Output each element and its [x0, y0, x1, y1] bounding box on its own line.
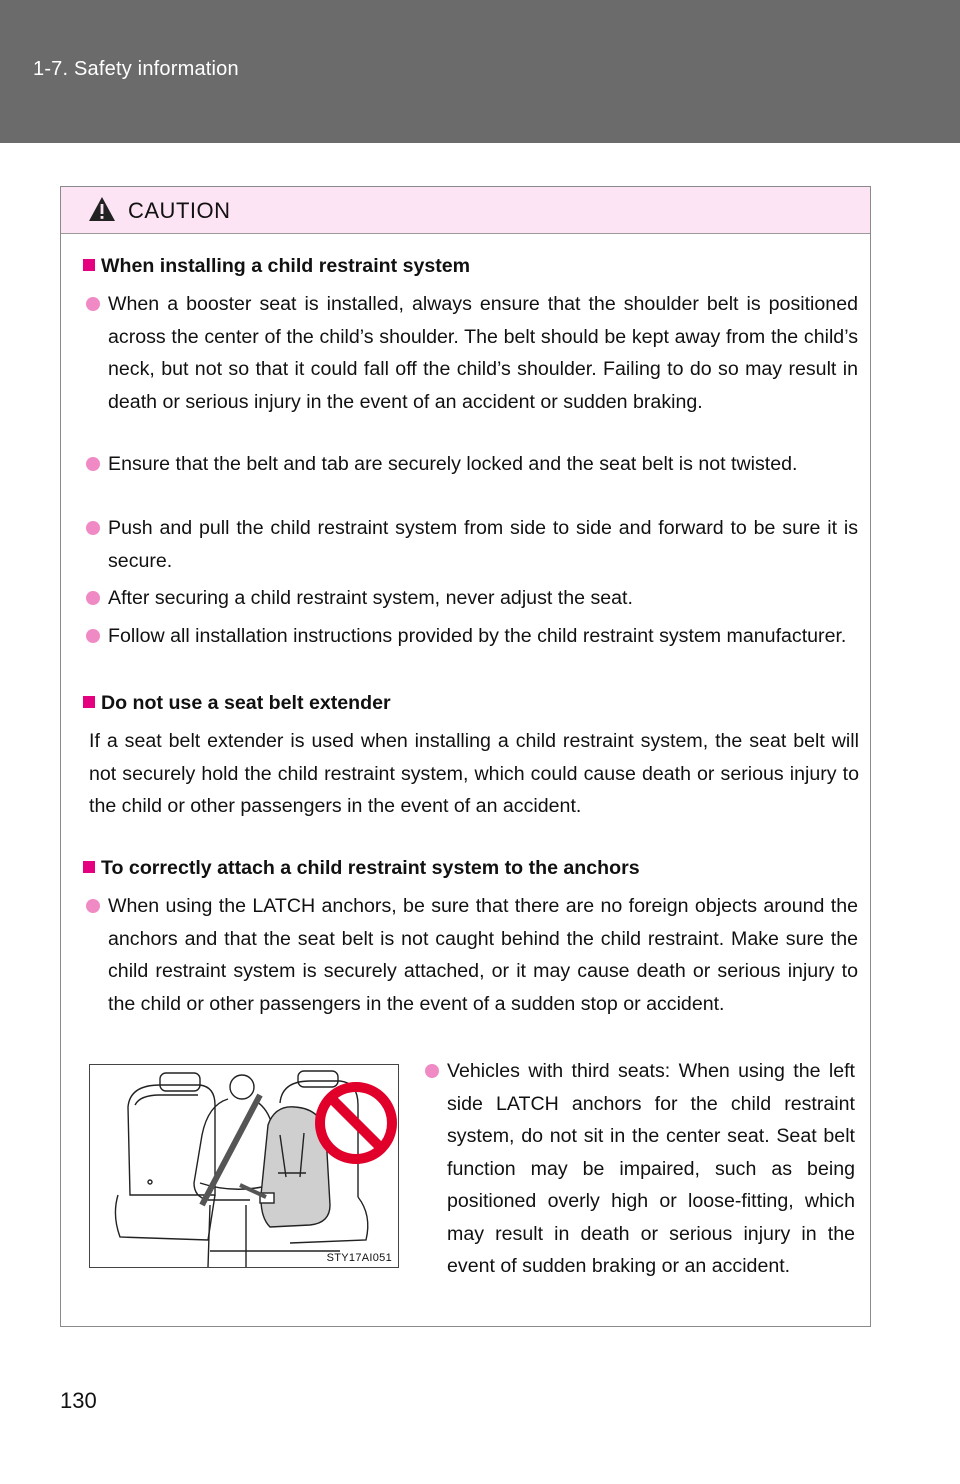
bullet-item: After securing a child restraint system, never adjust the seat. [108, 582, 858, 615]
bullet-item: When a booster seat is installed, always ensure that the shoulder belt is positioned across the center of the child’s shoulder. The belt should be kept away from the child’s neck, but not so that it could fall off the child’s shoulder. Failing to do so may result in death or serious injury in the event of an accident or sudden braking. [108, 288, 858, 418]
bullet-dot-icon [86, 457, 100, 471]
caution-header [61, 187, 870, 234]
bullet-dot-icon [86, 629, 100, 643]
caution-box [60, 186, 871, 1327]
figure-code: STY17AI051 [326, 1252, 392, 1264]
section-heading-installing: When installing a child restraint system [83, 250, 470, 283]
prohibition-icon [320, 1087, 392, 1159]
heading-square-icon [83, 259, 95, 271]
bullet-item: Ensure that the belt and tab are securely locked and the seat belt is not twisted. [108, 448, 858, 481]
bullet-item: When using the LATCH anchors, be sure that there are no foreign objects around the anchors and that the seat belt is not caught behind the child restraint. Make sure the child restraint system is securely attached, or it may cause death or serious injury to the child or other passengers in the event of a sudden stop or accident. [108, 890, 858, 1020]
heading-square-icon [83, 696, 95, 708]
section-title: 1-7. Safety information [33, 58, 239, 80]
bullet-item: Vehicles with third seats: When using the left side LATCH anchors for the child restraint system, do not sit in the center seat. Seat belt function may be impaired, such as being positioned overly high or loose-fitting, which may result in death or serious injury in the event of sudden braking or an accident. [447, 1055, 855, 1283]
caution-label: CAUTION [128, 198, 231, 223]
page-number: 130 [60, 1388, 97, 1413]
bullet-dot-icon [86, 521, 100, 535]
rear-seat-drawing [90, 1065, 398, 1267]
section-heading-anchors: To correctly attach a child restraint system to the anchors [83, 852, 640, 885]
bullet-dot-icon [86, 591, 100, 605]
bullet-dot-icon [86, 899, 100, 913]
warning-triangle-icon [88, 196, 116, 222]
child-seat-illustration [89, 1064, 399, 1268]
bullet-dot-icon [86, 297, 100, 311]
bullet-item: Push and pull the child restraint system from side to side and forward to be sure it is secure. [108, 512, 858, 577]
bullet-item: Follow all installation instructions provided by the child restraint system manufacturer. [108, 620, 858, 653]
heading-square-icon [83, 861, 95, 873]
bullet-dot-icon [425, 1064, 439, 1078]
section-heading-extender: Do not use a seat belt extender [83, 687, 391, 720]
extender-paragraph: If a seat belt extender is used when installing a child restraint system, the seat belt will not securely hold the child restraint system, which could cause death or serious injury to the child or other passengers in the event of an accident. [89, 730, 859, 817]
header-band [0, 0, 960, 143]
